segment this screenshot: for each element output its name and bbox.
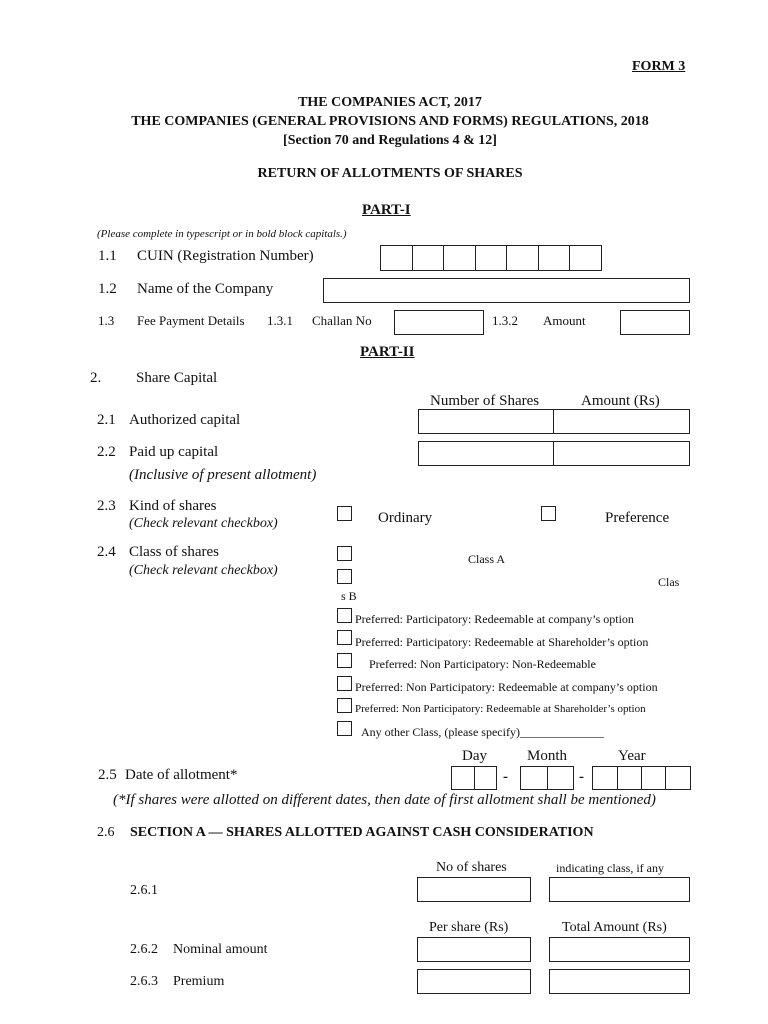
option-checkbox[interactable] <box>337 721 352 736</box>
premium-per-share-field[interactable] <box>417 969 531 994</box>
cuin-cell[interactable] <box>539 246 570 270</box>
page-title: RETURN OF ALLOTMENTS OF SHARES <box>257 166 523 181</box>
class-field[interactable] <box>549 877 690 902</box>
cuin-cell[interactable] <box>507 246 539 270</box>
class-number: 2.4 <box>97 544 116 560</box>
month-field[interactable] <box>520 766 574 790</box>
date-separator: - <box>503 769 508 785</box>
date-separator: - <box>579 769 584 785</box>
class-b-checkbox[interactable] <box>337 569 352 584</box>
kind-note: (Check relevant checkbox) <box>129 516 278 531</box>
class-a-checkbox[interactable] <box>337 546 352 561</box>
ordinary-label: Ordinary <box>378 510 433 526</box>
amount-number: 1.3.2 <box>492 313 518 328</box>
class-a-label: Class A <box>468 552 506 566</box>
option-checkbox[interactable] <box>337 630 352 645</box>
paidup-shares-field[interactable] <box>418 441 554 466</box>
row-263-number: 2.6.3 <box>130 974 158 989</box>
year-field[interactable] <box>592 766 691 790</box>
fee-amount-field[interactable] <box>620 310 690 335</box>
col-per-share: Per share (Rs) <box>429 920 509 935</box>
option-checkbox[interactable] <box>337 608 352 623</box>
cuin-number: 1.1 <box>98 248 117 264</box>
class-label: Class of shares <box>129 544 219 560</box>
cuin-cell[interactable] <box>444 246 476 270</box>
col-class: indicating class, if any <box>556 861 664 875</box>
amount-label: Amount <box>543 313 586 328</box>
option-label: Preferred: Non Participatory: Redeemable at Shareholder’s option <box>355 703 646 715</box>
paidup-label: Paid up capital <box>129 444 219 460</box>
row-262-number: 2.6.2 <box>130 942 158 957</box>
month-cell[interactable] <box>548 767 574 789</box>
day-cell[interactable] <box>452 767 475 789</box>
challan-number: 1.3.1 <box>267 313 293 328</box>
year-cell[interactable] <box>618 767 642 789</box>
option-label: Preferred: Non Participatory: Redeemable at company’s option <box>355 680 658 694</box>
cuin-cell[interactable] <box>381 246 413 270</box>
col-number-of-shares: Number of Shares <box>430 393 540 409</box>
option-label: Preferred: Participatory: Redeemable at Shareholder’s option <box>355 635 649 649</box>
section-a-title: SECTION A — SHARES ALLOTTED AGAINST CASH CONSIDERATION <box>130 825 594 840</box>
date-number: 2.5 <box>98 767 117 783</box>
share-capital-label: Share Capital <box>136 370 218 386</box>
premium-total-field[interactable] <box>549 969 690 994</box>
authorized-number: 2.1 <box>97 412 116 428</box>
paidup-note: (Inclusive of present allotment) <box>129 467 317 483</box>
date-label: Date of allotment* <box>125 767 238 783</box>
option-label: Preferred: Non Participatory: Non-Redeemable <box>369 657 596 671</box>
ordinary-checkbox[interactable] <box>337 506 352 521</box>
day-label: Day <box>462 748 487 764</box>
month-label: Month <box>527 748 568 764</box>
authorized-shares-field[interactable] <box>418 409 554 434</box>
section-a-number: 2.6 <box>97 825 115 840</box>
cuin-label: CUIN (Registration Number) <box>137 248 314 264</box>
preference-label: Preference <box>605 510 670 526</box>
row-261-number: 2.6.1 <box>130 883 158 898</box>
preference-checkbox[interactable] <box>541 506 556 521</box>
cuin-cell[interactable] <box>570 246 601 270</box>
premium-label: Premium <box>173 974 225 989</box>
year-label: Year <box>618 748 646 764</box>
day-field[interactable] <box>451 766 497 790</box>
part1-heading: PART-I <box>362 202 411 218</box>
authorized-amount-field[interactable] <box>553 409 690 434</box>
no-shares-field[interactable] <box>417 877 531 902</box>
month-cell[interactable] <box>521 767 548 789</box>
option-checkbox[interactable] <box>337 653 352 668</box>
form-number: FORM 3 <box>632 59 686 74</box>
date-note: (*If shares were allotted on different dates, then date of first allotment shall be mentioned) <box>113 792 656 808</box>
header-section: [Section 70 and Regulations 4 & 12] <box>283 133 497 148</box>
nominal-label: Nominal amount <box>173 942 268 957</box>
company-name-field[interactable] <box>323 278 690 303</box>
year-cell[interactable] <box>593 767 618 789</box>
class-b-label-part1: Clas <box>658 575 680 589</box>
authorized-label: Authorized capital <box>129 412 241 428</box>
challan-field[interactable] <box>394 310 484 335</box>
day-cell[interactable] <box>475 767 497 789</box>
part1-note: (Please complete in typescript or in bold block capitals.) <box>97 228 347 240</box>
company-number: 1.2 <box>98 281 117 297</box>
col-amount: Amount (Rs) <box>581 393 660 409</box>
class-note: (Check relevant checkbox) <box>129 563 278 578</box>
header-act: THE COMPANIES ACT, 2017 <box>298 95 482 110</box>
header-regulations: THE COMPANIES (GENERAL PROVISIONS AND FORMS) REGULATIONS, 2018 <box>131 114 649 129</box>
cuin-cell[interactable] <box>413 246 444 270</box>
fee-label: Fee Payment Details <box>137 313 245 328</box>
option-label: Preferred: Participatory: Redeemable at company’s option <box>355 612 634 626</box>
nominal-per-share-field[interactable] <box>417 937 531 962</box>
year-cell[interactable] <box>666 767 690 789</box>
cuin-cell[interactable] <box>476 246 507 270</box>
class-b-label-part2: s B <box>341 589 357 603</box>
cuin-field[interactable] <box>380 245 602 271</box>
option-checkbox[interactable] <box>337 698 352 713</box>
part2-heading: PART-II <box>360 344 415 360</box>
year-cell[interactable] <box>642 767 666 789</box>
option-checkbox[interactable] <box>337 676 352 691</box>
kind-label: Kind of shares <box>129 498 217 514</box>
nominal-total-field[interactable] <box>549 937 690 962</box>
paidup-amount-field[interactable] <box>553 441 690 466</box>
fee-number: 1.3 <box>98 313 115 328</box>
company-label: Name of the Company <box>137 281 274 297</box>
kind-number: 2.3 <box>97 498 116 514</box>
col-total-amount: Total Amount (Rs) <box>562 920 667 935</box>
share-capital-number: 2. <box>90 370 102 386</box>
challan-label: Challan No <box>312 313 372 328</box>
paidup-number: 2.2 <box>97 444 116 460</box>
option-label: Any other Class, (please specify)______________ <box>361 725 604 739</box>
col-no-shares: No of shares <box>436 860 507 875</box>
